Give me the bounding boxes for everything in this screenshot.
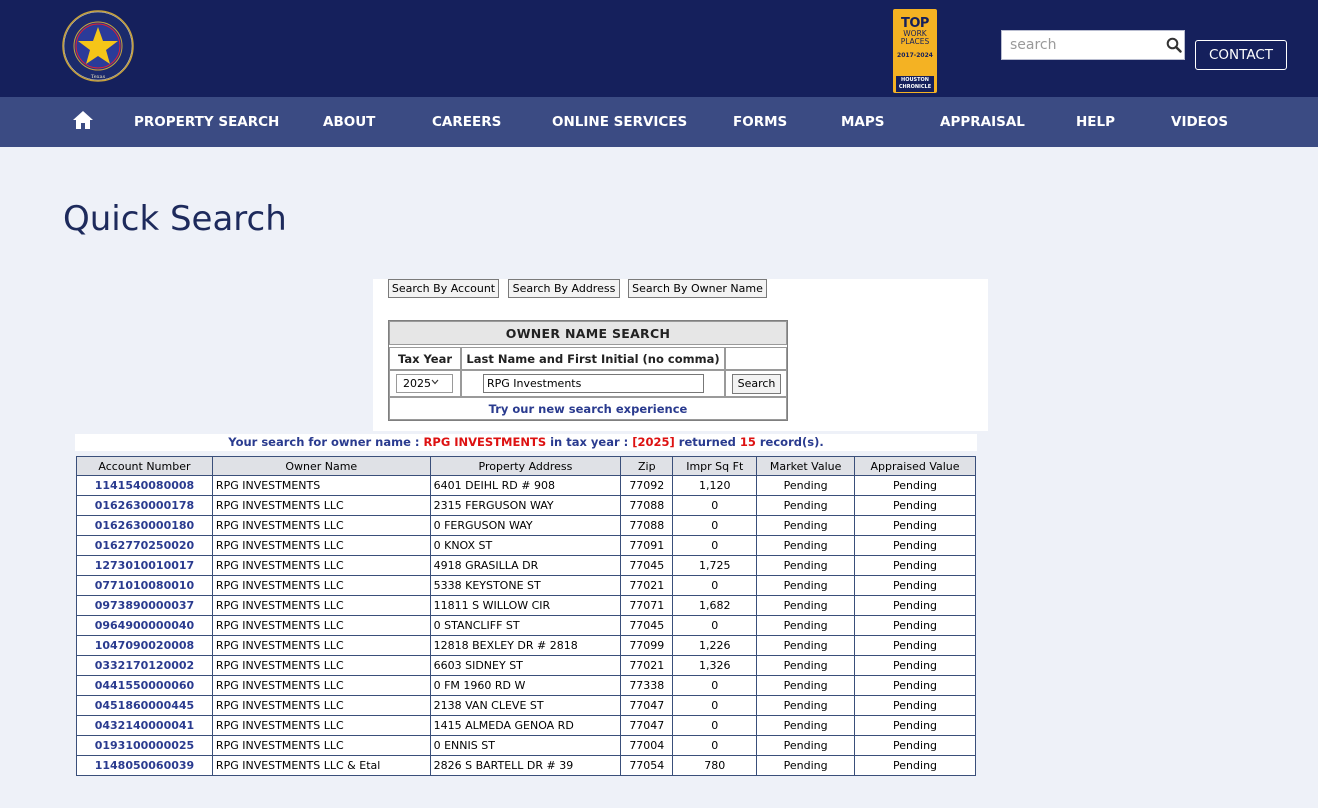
owner-name-cell: RPG INVESTMENTS LLC xyxy=(212,656,430,676)
property-address-cell: 11811 S WILLOW CIR xyxy=(430,596,621,616)
market-value-cell: Pending xyxy=(757,536,855,556)
market-value-cell: Pending xyxy=(757,656,855,676)
property-address-cell: 0 STANCLIFF ST xyxy=(430,616,621,636)
market-value-cell: Pending xyxy=(757,476,855,496)
search-by-address-button[interactable]: Search By Address xyxy=(508,279,620,298)
appraised-value-cell: Pending xyxy=(855,576,976,596)
account-number-link[interactable]: 1047090020008 xyxy=(94,639,195,652)
account-number-cell xyxy=(77,476,213,496)
account-number-cell xyxy=(77,596,213,616)
account-number-cell xyxy=(77,636,213,656)
zip-cell: 77088 xyxy=(621,496,673,516)
account-number-cell xyxy=(77,496,213,516)
appraised-value-cell: Pending xyxy=(855,596,976,616)
summary-suffix: record(s). xyxy=(755,435,824,449)
account-number-link[interactable]: 1273010010017 xyxy=(94,559,195,572)
impr-sq-ft-cell: 1,226 xyxy=(673,636,757,656)
appraised-value-cell: Pending xyxy=(855,676,976,696)
account-number-link[interactable]: 1141540080008 xyxy=(94,479,195,492)
appraised-value-cell: Pending xyxy=(855,556,976,576)
market-value-cell: Pending xyxy=(757,596,855,616)
zip-cell: 77045 xyxy=(621,556,673,576)
zip-cell: 77092 xyxy=(621,476,673,496)
table-row xyxy=(77,476,976,496)
summary-mid: in tax year : xyxy=(546,435,633,449)
owner-name-search-form xyxy=(388,320,788,421)
col-market-value: Market Value xyxy=(757,457,855,476)
table-row xyxy=(77,616,976,636)
account-number-cell xyxy=(77,696,213,716)
market-value-cell: Pending xyxy=(757,516,855,536)
impr-sq-ft-cell: 0 xyxy=(673,676,757,696)
account-number-cell xyxy=(77,656,213,676)
account-number-cell xyxy=(77,556,213,576)
table-row xyxy=(77,496,976,516)
impr-sq-ft-cell: 0 xyxy=(673,576,757,596)
property-address-cell: 0 ENNIS ST xyxy=(430,736,621,756)
hcad-seal-logo[interactable] xyxy=(62,10,134,82)
property-address-cell: 1415 ALMEDA GENOA RD xyxy=(430,716,621,736)
table-row xyxy=(77,556,976,576)
nav-help[interactable]: HELP xyxy=(1076,114,1116,130)
impr-sq-ft-cell: 0 xyxy=(673,736,757,756)
summary-prefix: Your search for owner name : xyxy=(228,435,424,449)
nav-careers[interactable]: CAREERS xyxy=(432,114,502,130)
market-value-cell: Pending xyxy=(757,576,855,596)
badge-years-text: 2017-2024 xyxy=(897,52,933,59)
results-header-row xyxy=(77,457,976,476)
zip-cell: 77045 xyxy=(621,616,673,636)
account-number-cell xyxy=(77,576,213,596)
appraised-value-cell: Pending xyxy=(855,736,976,756)
table-row xyxy=(77,736,976,756)
blank-header-cell xyxy=(725,347,787,370)
summary-count: 15 xyxy=(739,435,756,449)
owner-name-cell: RPG INVESTMENTS LLC xyxy=(212,576,430,596)
impr-sq-ft-cell: 0 xyxy=(673,516,757,536)
property-address-cell: 0 FM 1960 RD W xyxy=(430,676,621,696)
owner-name-cell: RPG INVESTMENTS LLC xyxy=(212,496,430,516)
account-number-link[interactable]: 0162630000178 xyxy=(94,499,195,512)
account-number-cell xyxy=(77,516,213,536)
market-value-cell: Pending xyxy=(757,756,855,776)
owner-name-cell: RPG INVESTMENTS LLC xyxy=(212,616,430,636)
impr-sq-ft-cell: 780 xyxy=(673,756,757,776)
site-search-input[interactable] xyxy=(1010,35,1160,55)
account-number-link[interactable]: 0964900000040 xyxy=(94,619,195,632)
impr-sq-ft-cell: 1,120 xyxy=(673,476,757,496)
owner-search-button[interactable]: Search xyxy=(732,374,781,394)
col-property-address: Property Address xyxy=(430,457,621,476)
svg-text:Texas: Texas xyxy=(90,74,106,80)
badge-top-text: TOP xyxy=(901,16,929,31)
account-number-link[interactable]: 0771010080010 xyxy=(94,579,195,592)
account-number-cell xyxy=(77,616,213,636)
owner-name-cell: RPG INVESTMENTS LLC xyxy=(212,676,430,696)
table-row xyxy=(77,716,976,736)
nav-property-search[interactable]: PROPERTY SEARCH xyxy=(134,114,280,130)
owner-name-cell: RPG INVESTMENTS LLC xyxy=(212,636,430,656)
account-number-link[interactable]: 0162770250020 xyxy=(94,539,195,552)
owner-name-cell: RPG INVESTMENTS LLC xyxy=(212,716,430,736)
zip-cell: 77099 xyxy=(621,636,673,656)
contact-button[interactable]: CONTACT xyxy=(1195,40,1287,70)
property-address-cell: 0 KNOX ST xyxy=(430,536,621,556)
zip-cell: 77021 xyxy=(621,656,673,676)
results-table xyxy=(76,456,976,776)
owner-search-title: OWNER NAME SEARCH xyxy=(389,321,787,345)
tax-year-select[interactable]: 2025 xyxy=(396,374,453,393)
zip-cell: 77054 xyxy=(621,756,673,776)
owner-name-cell: RPG INVESTMENTS xyxy=(212,476,430,496)
zip-cell: 77091 xyxy=(621,536,673,556)
home-icon[interactable] xyxy=(73,111,93,129)
nav-appraisal[interactable]: APPRAISAL xyxy=(940,114,1025,130)
account-number-link[interactable]: 1148050060039 xyxy=(94,759,195,772)
table-row xyxy=(77,516,976,536)
market-value-cell: Pending xyxy=(757,716,855,736)
summary-owner: RPG INVESTMENTS xyxy=(423,435,547,449)
summary-year: [2025] xyxy=(632,435,675,449)
property-address-cell: 0 FERGUSON WAY xyxy=(430,516,621,536)
new-search-experience-link[interactable]: Try our new search experience xyxy=(488,402,688,416)
impr-sq-ft-cell: 0 xyxy=(673,496,757,516)
market-value-cell: Pending xyxy=(757,636,855,656)
table-row xyxy=(77,696,976,716)
account-number-link[interactable]: 0451860000445 xyxy=(94,699,195,712)
impr-sq-ft-cell: 1,326 xyxy=(673,656,757,676)
appraised-value-cell: Pending xyxy=(855,656,976,676)
nav-forms[interactable]: FORMS xyxy=(733,114,788,130)
property-address-cell: 6401 DEIHL RD # 908 xyxy=(430,476,621,496)
zip-cell: 77071 xyxy=(621,596,673,616)
col-owner-name: Owner Name xyxy=(212,457,430,476)
owner-name-header: Last Name and First Initial (no comma) xyxy=(461,347,725,370)
market-value-cell: Pending xyxy=(757,496,855,516)
impr-sq-ft-cell: 0 xyxy=(673,716,757,736)
account-number-cell xyxy=(77,716,213,736)
table-row xyxy=(77,676,976,696)
col-account-number: Account Number xyxy=(77,457,213,476)
owner-name-cell: RPG INVESTMENTS LLC xyxy=(212,696,430,716)
zip-cell: 77088 xyxy=(621,516,673,536)
top-header xyxy=(0,0,1318,97)
table-row xyxy=(77,576,976,596)
zip-cell: 77021 xyxy=(621,576,673,596)
account-number-cell xyxy=(77,736,213,756)
account-number-cell xyxy=(77,756,213,776)
table-row xyxy=(77,536,976,556)
search-by-account-button[interactable]: Search By Account xyxy=(388,279,499,298)
account-number-cell xyxy=(77,676,213,696)
owner-name-cell: RPG INVESTMENTS LLC & Etal xyxy=(212,756,430,776)
table-row xyxy=(77,656,976,676)
appraised-value-cell: Pending xyxy=(855,636,976,656)
table-row xyxy=(77,636,976,656)
impr-sq-ft-cell: 1,682 xyxy=(673,596,757,616)
property-address-cell: 2138 VAN CLEVE ST xyxy=(430,696,621,716)
zip-cell: 77047 xyxy=(621,696,673,716)
col-impr-sq-ft: Impr Sq Ft xyxy=(673,457,757,476)
results-summary xyxy=(75,434,977,451)
col-zip: Zip xyxy=(621,457,673,476)
search-icon[interactable] xyxy=(1166,37,1182,53)
account-number-link[interactable]: 0162630000180 xyxy=(94,519,195,532)
col-appraised-value: Appraised Value xyxy=(855,457,976,476)
property-address-cell: 12818 BEXLEY DR # 2818 xyxy=(430,636,621,656)
market-value-cell: Pending xyxy=(757,676,855,696)
nav-about[interactable]: ABOUT xyxy=(323,114,376,130)
top-workplaces-badge xyxy=(893,9,937,93)
owner-name-cell: RPG INVESTMENTS LLC xyxy=(212,596,430,616)
table-row xyxy=(77,596,976,616)
account-number-link[interactable]: 0973890000037 xyxy=(94,599,195,612)
results-body xyxy=(77,476,976,776)
property-address-cell: 6603 SIDNEY ST xyxy=(430,656,621,676)
owner-name-cell: RPG INVESTMENTS LLC xyxy=(212,736,430,756)
tax-year-header: Tax Year xyxy=(389,347,461,370)
owner-name-cell: RPG INVESTMENTS LLC xyxy=(212,536,430,556)
impr-sq-ft-cell: 0 xyxy=(673,696,757,716)
appraised-value-cell: Pending xyxy=(855,536,976,556)
zip-cell: 77004 xyxy=(621,736,673,756)
site-search-box xyxy=(1001,30,1185,60)
appraised-value-cell: Pending xyxy=(855,696,976,716)
appraised-value-cell: Pending xyxy=(855,516,976,536)
market-value-cell: Pending xyxy=(757,736,855,756)
account-number-link[interactable]: 0193100000025 xyxy=(94,739,195,752)
zip-cell: 77047 xyxy=(621,716,673,736)
chevron-down-icon xyxy=(431,379,439,385)
market-value-cell: Pending xyxy=(757,616,855,636)
appraised-value-cell: Pending xyxy=(855,476,976,496)
appraised-value-cell: Pending xyxy=(855,716,976,736)
owner-name-cell: RPG INVESTMENTS LLC xyxy=(212,556,430,576)
owner-name-cell: RPG INVESTMENTS LLC xyxy=(212,516,430,536)
property-address-cell: 5338 KEYSTONE ST xyxy=(430,576,621,596)
appraised-value-cell: Pending xyxy=(855,616,976,636)
appraised-value-cell: Pending xyxy=(855,756,976,776)
badge-chronicle-text: HOUSTON CHRONICLE xyxy=(896,76,934,92)
property-address-cell: 2315 FERGUSON WAY xyxy=(430,496,621,516)
nav-online-services[interactable]: ONLINE SERVICES xyxy=(552,114,688,130)
table-row xyxy=(77,756,976,776)
page-title: Quick Search xyxy=(63,199,287,239)
impr-sq-ft-cell: 0 xyxy=(673,616,757,636)
nav-videos[interactable]: VIDEOS xyxy=(1171,114,1229,130)
impr-sq-ft-cell: 0 xyxy=(673,536,757,556)
impr-sq-ft-cell: 1,725 xyxy=(673,556,757,576)
account-number-cell xyxy=(77,536,213,556)
market-value-cell: Pending xyxy=(757,556,855,576)
nav-maps[interactable]: MAPS xyxy=(841,114,885,130)
account-number-link[interactable]: 0332170120002 xyxy=(94,659,195,672)
appraised-value-cell: Pending xyxy=(855,496,976,516)
account-number-link[interactable]: 0441550000060 xyxy=(94,679,195,692)
main-navbar xyxy=(0,97,1318,147)
search-by-owner-button[interactable]: Search By Owner Name xyxy=(628,279,767,298)
market-value-cell: Pending xyxy=(757,696,855,716)
zip-cell: 77338 xyxy=(621,676,673,696)
account-number-link[interactable]: 0432140000041 xyxy=(94,719,195,732)
quick-search-panel xyxy=(373,279,988,431)
owner-name-input[interactable] xyxy=(483,374,704,393)
summary-returned: returned xyxy=(674,435,740,449)
property-address-cell: 4918 GRASILLA DR xyxy=(430,556,621,576)
property-address-cell: 2826 S BARTELL DR # 39 xyxy=(430,756,621,776)
badge-workplaces-text: WORK PLACES xyxy=(900,29,930,46)
